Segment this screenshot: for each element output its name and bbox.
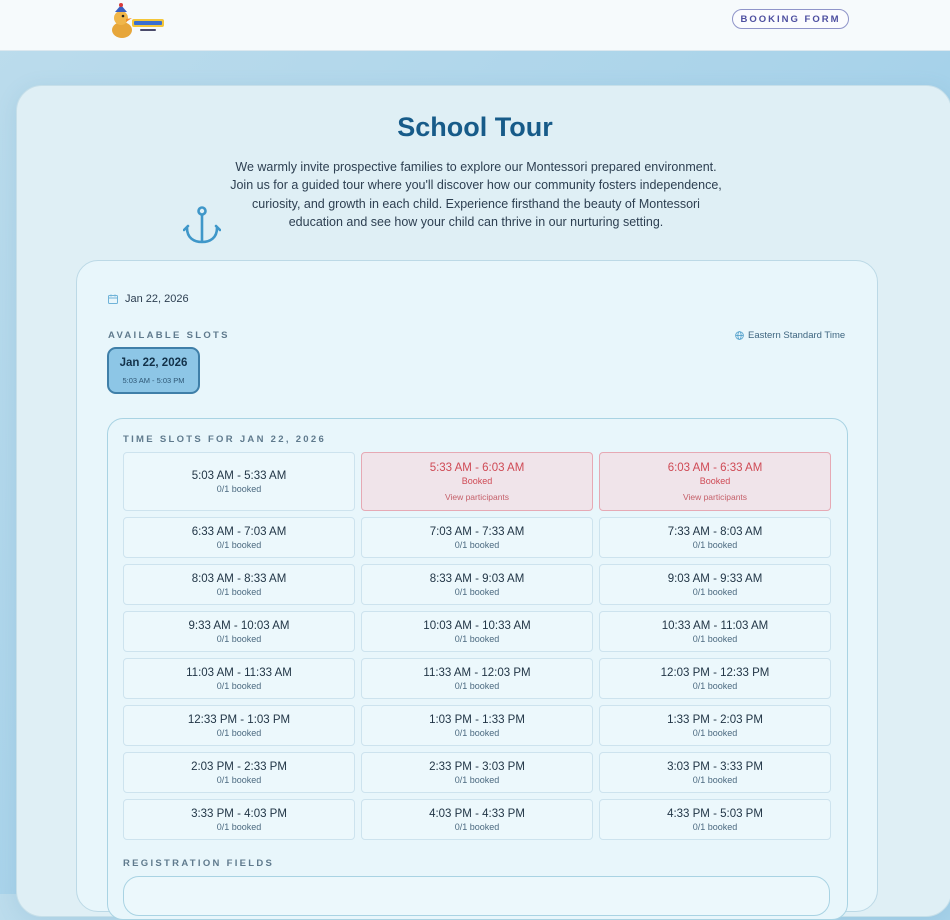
time-slot-status: 0/1 booked [454,727,500,738]
time-slot-range: 12:03 PM - 12:33 PM [660,666,770,679]
time-slot[interactable] [599,752,831,793]
time-slot-booked[interactable] [361,452,593,511]
calendar-icon [108,294,118,304]
time-slots-grid [123,452,830,840]
time-slot-status: 0/1 booked [454,539,500,550]
time-slot-range: 3:03 PM - 3:33 PM [667,760,763,773]
time-slot-status: 0/1 booked [454,821,500,832]
booking-form-button[interactable]: BOOKING FORM [732,9,849,29]
time-slot-range: 1:33 PM - 2:03 PM [667,713,763,726]
time-slot-status: 0/1 booked [692,727,738,738]
time-slot[interactable] [123,752,355,793]
date-chip-selected[interactable] [107,347,200,394]
time-slot-status: 0/1 booked [692,539,738,550]
time-slot-status: 0/1 booked [454,774,500,785]
time-slot[interactable] [599,705,831,746]
time-slot-range: 9:03 AM - 9:33 AM [667,572,763,585]
time-slot-status: 0/1 booked [454,680,500,691]
time-slot[interactable] [361,564,593,605]
time-slot-range: 9:33 AM - 10:03 AM [188,619,290,632]
duck-mascot-logo-icon[interactable] [108,3,170,41]
selected-date-text: Jan 22, 2026 [125,293,189,305]
time-slot[interactable] [599,611,831,652]
time-slot-range: 11:03 AM - 11:33 AM [186,666,292,679]
date-chip-range: 5:03 AM - 5:03 PM [122,376,185,385]
time-slot-status: 0/1 booked [216,821,262,832]
time-slot[interactable] [599,517,831,558]
time-slot[interactable] [123,452,355,511]
time-slot-range: 7:33 AM - 8:03 AM [667,525,763,538]
time-slot-range: 11:33 AM - 12:03 PM [423,666,531,679]
time-slot-status: Booked [461,476,493,486]
time-slot[interactable] [361,799,593,840]
time-slot-range: 2:33 PM - 3:03 PM [429,760,525,773]
time-slot-status: 0/1 booked [216,774,262,785]
time-slot[interactable] [599,799,831,840]
time-slot[interactable] [599,564,831,605]
time-slot[interactable] [361,611,593,652]
available-slots-label: AVAILABLE SLOTS [108,330,230,341]
time-slot-range: 10:33 AM - 11:03 AM [661,619,769,632]
time-slot-range: 4:03 PM - 4:33 PM [429,807,525,820]
time-slot-range: 5:33 AM - 6:03 AM [429,462,525,474]
time-slot[interactable] [599,658,831,699]
time-slot-range: 3:33 PM - 4:03 PM [191,807,287,820]
time-slot-status: 0/1 booked [216,539,262,550]
time-slot-status: 0/1 booked [692,586,738,597]
time-slot[interactable] [123,799,355,840]
timezone-text: Eastern Standard Time [748,330,846,341]
time-slot-status: 0/1 booked [454,633,500,644]
time-slot[interactable] [123,658,355,699]
time-slot-status: 0/1 booked [216,680,262,691]
event-description: We warmly invite prospective families to explore our Montessori prepared environment. Join us for a guided tour where you'll discover how our community fosters independence, curiosity, and growth in each child. Experience firsthand the beauty of Montessori education and see how your child can thrive in our nurturing setting. [230,160,722,229]
time-slot-range: 8:33 AM - 9:03 AM [429,572,525,585]
time-slot[interactable] [361,705,593,746]
timezone [735,330,845,341]
registration-fields-label: REGISTRATION FIELDS [123,858,275,869]
time-slot[interactable] [123,705,355,746]
time-slots-title: TIME SLOTS FOR JAN 22, 2026 [123,434,327,445]
time-slot-status: 0/1 booked [692,774,738,785]
time-slot-range: 1:03 PM - 1:33 PM [429,713,525,726]
time-slot-status: 0/1 booked [216,586,262,597]
date-chip-date: Jan 22, 2026 [119,357,188,369]
time-slot-range: 10:03 AM - 10:33 AM [423,619,531,632]
time-slot-range: 2:03 PM - 2:33 PM [191,760,287,773]
anchor-icon [183,205,221,245]
time-slot-status: 0/1 booked [216,633,262,644]
time-slot-range: 6:33 AM - 7:03 AM [191,525,287,538]
time-slot-status: 0/1 booked [692,680,738,691]
time-slot[interactable] [123,517,355,558]
time-slot[interactable] [123,611,355,652]
time-slot-range: 4:33 PM - 5:03 PM [667,807,763,820]
registration-fields-box [123,876,830,916]
time-slot-range: 5:03 AM - 5:33 AM [191,469,287,482]
time-slot[interactable] [361,517,593,558]
page-title: School Tour [397,112,553,142]
time-slot-range: 8:03 AM - 8:33 AM [191,572,287,585]
time-slot-status: 0/1 booked [216,483,262,494]
time-slot-status: Booked [699,476,731,486]
globe-icon [735,331,744,340]
time-slot-range: 7:03 AM - 7:33 AM [429,525,525,538]
time-slot-booked[interactable] [599,452,831,511]
selected-date[interactable] [108,292,189,306]
top-bar [0,0,950,51]
time-slot-range: 12:33 PM - 1:03 PM [187,713,291,726]
time-slot-status: 0/1 booked [692,821,738,832]
time-slot-status: 0/1 booked [692,633,738,644]
time-slot-status: 0/1 booked [454,586,500,597]
time-slot[interactable] [123,564,355,605]
time-slot[interactable] [361,658,593,699]
time-slot[interactable] [361,752,593,793]
time-slot-range: 6:03 AM - 6:33 AM [667,462,763,474]
time-slot-status: 0/1 booked [216,727,262,738]
view-participants-link[interactable]: View participants [682,492,748,502]
view-participants-link[interactable]: View participants [444,492,510,502]
